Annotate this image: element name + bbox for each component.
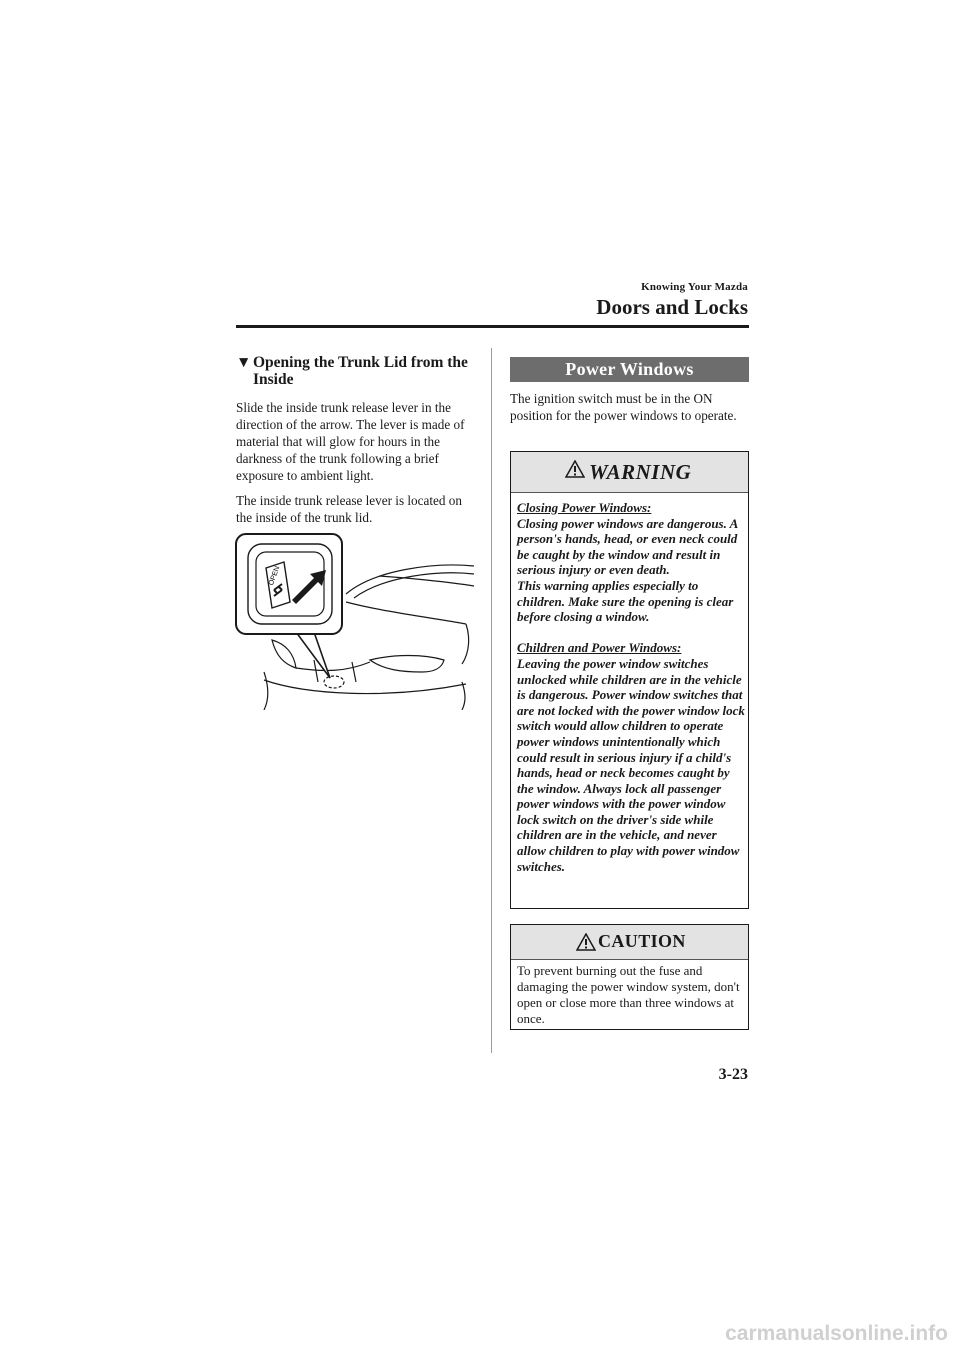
trunk-paragraph-1: Slide the inside trunk release lever in the direction of the arrow. The lever is made of material that will glow for hours in the darkness of the trunk following a brief exposure to ambient light. (236, 400, 465, 483)
running-header-section: Knowing Your Mazda (641, 281, 748, 293)
trunk-paragraph-2: The inside trunk release lever is located on the inside of the trunk lid. (236, 493, 462, 525)
running-header-title: Doors and Locks (596, 295, 748, 319)
warning-box (510, 451, 749, 909)
page-number: 3-23 (718, 1066, 748, 1083)
watermark: carmanualsonline.info (725, 1322, 948, 1345)
section-heading-text: Opening the Trunk Lid from the Inside (253, 354, 468, 388)
warning-header (511, 452, 748, 493)
warning-text-2: This warning applies especially to children. Make sure the opening is clear before closing a window. (517, 577, 734, 625)
warning-subheading-2: Children and Power Windows: (517, 640, 682, 656)
power-windows-intro: The ignition switch must be in the ON position for the power windows to operate. (510, 391, 737, 423)
caution-title: CAUTION (598, 931, 686, 951)
warning-subheading-1: Closing Power Windows: (517, 500, 652, 515)
triangle-marker-icon: ▼ (236, 354, 252, 371)
section-heading (236, 354, 476, 388)
warning-body (517, 500, 745, 874)
caution-text: To prevent burning out the fuse and damaging the power window system, don't open or close more than three windows at once. (517, 963, 740, 1026)
warning-title: WARNING (589, 460, 692, 484)
trunk-release-illustration (234, 532, 476, 710)
callout-pointer (296, 632, 330, 678)
warning-text-1: Closing power windows are dangerous. A person's hands, head, or even neck could be caught by the window and result in serious injury or even death. (517, 515, 738, 578)
warning-text-3: Leaving the power window switches unlocked while children are in the vehicle is dangerous. Power window switches that are not locked with the power window lock switch would allow children to operate power windows unintentionally which could result in serious injury if a child's hands, head or neck becomes caught by the window. Always lock all passenger power windows with the power window lock switch on the driver's side while children are in the vehicle, and never allow children to play with power window switches. (517, 655, 745, 874)
open-label: OPEN (267, 565, 282, 587)
column-divider (491, 348, 492, 1053)
header-rule (236, 325, 749, 328)
power-windows-banner: Power Windows (510, 357, 749, 382)
caution-box (510, 924, 749, 1030)
caution-header (511, 925, 748, 960)
warning-triangle-icon (565, 460, 585, 478)
caution-triangle-icon (576, 933, 596, 951)
lever-location-marker (324, 676, 344, 688)
